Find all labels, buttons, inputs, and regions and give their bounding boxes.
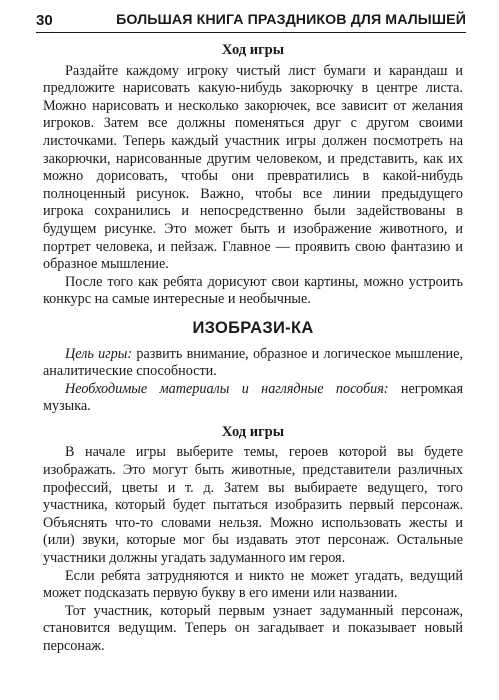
materials-text: негромкая музыка. — [43, 380, 463, 415]
section-heading: Ход игры — [221, 423, 285, 440]
running-head — [36, 8, 466, 34]
paragraph: Тот участник, который первым узнает задуманный персонаж, становится ведущим. Теперь он загадывает и показывает новый персонаж. — [43, 602, 463, 654]
game-materials — [43, 381, 463, 416]
paragraph: Раздайте каждому игроку чистый лист бумаги и карандаш и предложите нарисовать какую-нибудь закорючку в центре листа. Можно нарисовать и несколько закорючек, все зависит от желания игроков. Затем все должны поменяться друг с другом своими листочками. Теперь каждый участник игры должен посмотреть на закорючки, нарисованные другим человеком, и представить, как их можно дорисовать, чтобы они превратились в какой-нибудь полноценный рисунок. Важно, чтобы все линии предыдущего игрока сохранились и непосредственно были задействованы в будущем рисунке. Это может быть и изображение животного, и портрет человека, и пейзаж. Главное — проявить свою фантазию и образное мышление. — [43, 62, 463, 273]
goal-label: Цель игры: — [65, 345, 133, 362]
goal-text: развить внимание, образное и логическое мышление, аналитические способности. — [43, 345, 463, 380]
book-title: БОЛЬШАЯ КНИГА ПРАЗДНИКОВ ДЛЯ МАЛЫШЕЙ — [116, 12, 466, 28]
page-number: 30 — [36, 12, 53, 29]
game-goal — [43, 346, 463, 381]
paragraph: В начале игры выберите темы, героев которой вы будете изображать. Это могут быть животные, представители различных профессий, цветы и т. д. Затем вы выбираете ведущего, того участника, который будет пытаться изобразить первый персонаж. Объяснять что-то словами нельзя. Можно использовать жесты и (или) звуки, которые мог бы издавать этот персонаж. Остальные участники должны угадать задуманного им героя. — [43, 444, 463, 567]
game-title: ИЗОБРАЗИ-КА — [192, 318, 314, 337]
paragraph: После того как ребята дорисуют свои картины, можно устроить конкурс на самые интересные и необычные. — [43, 273, 463, 308]
header-rule — [36, 32, 466, 33]
page-content — [43, 38, 463, 656]
materials-label: Необходимые материалы и наглядные пособия: — [65, 380, 389, 397]
paragraph: Если ребята затрудняются и никто не может угадать, ведущий может подсказать первую букву в его имени или названии. — [43, 567, 463, 602]
section-heading: Ход игры — [221, 42, 285, 58]
